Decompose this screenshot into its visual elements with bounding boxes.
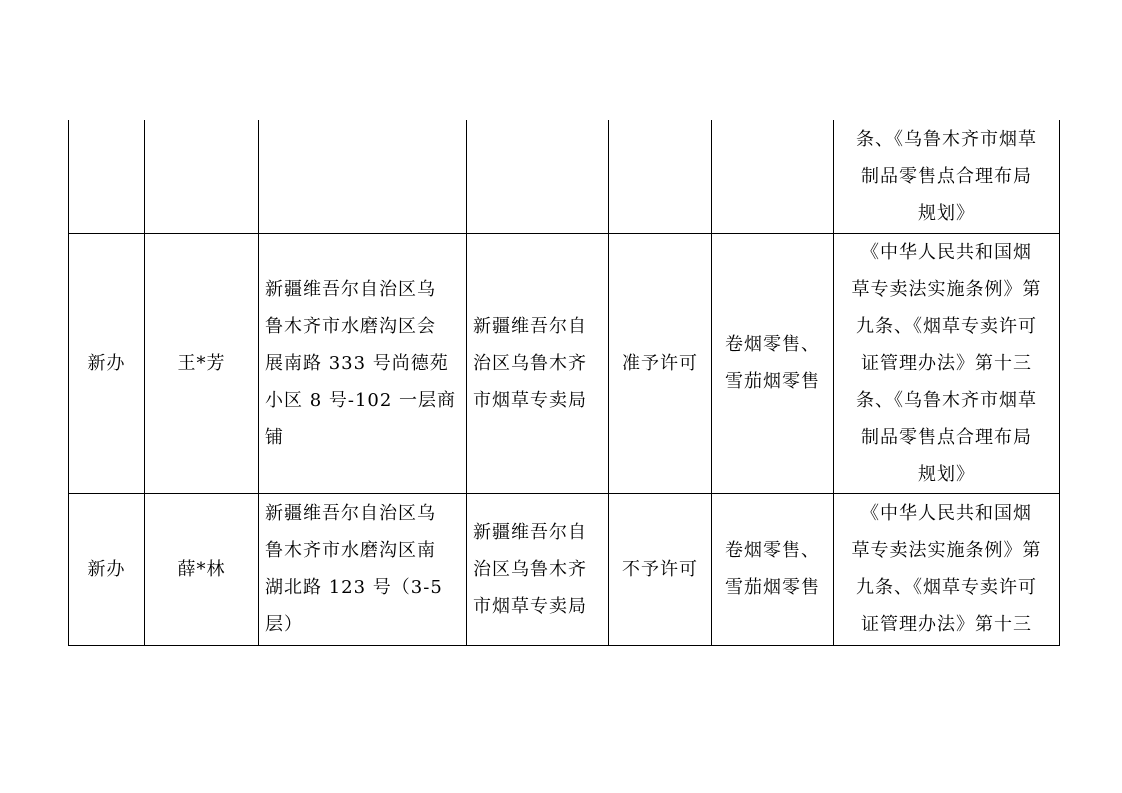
basis-line: 九条、《烟草专卖许可 (856, 315, 1037, 337)
table-row (69, 233, 1060, 493)
address-line: 湖北路 123 号（3-5 (265, 577, 443, 598)
cell-address (259, 493, 467, 645)
organ-line: 治区乌鲁木齐 (473, 558, 587, 580)
basis-line: 规划》 (918, 202, 975, 224)
address-line: 层） (265, 614, 303, 635)
basis-line: 草专卖法实施条例》第 (851, 540, 1042, 561)
cell-basis (834, 120, 1060, 233)
basis-line: 条、《乌鲁木齐市烟草 (856, 389, 1037, 411)
basis-line: 《中华人民共和国烟 (861, 241, 1032, 263)
cell-name: 薛*林 (145, 493, 259, 645)
basis-line: 九条、《烟草专卖许可 (856, 577, 1037, 598)
address-line: 新疆维吾尔自治区乌 (265, 278, 436, 300)
organ-line: 新疆维吾尔自 (473, 521, 587, 543)
basis-line: 制品零售点合理布局 (861, 426, 1032, 448)
scope-line: 卷烟零售、 (725, 334, 820, 355)
basis-line: 草专卖法实施条例》第 (851, 278, 1042, 300)
cell-organ (467, 493, 609, 645)
cell-scope (712, 233, 834, 493)
cell-address (259, 120, 467, 233)
address-line: 新疆维吾尔自治区乌 (265, 503, 436, 524)
cell-result (609, 120, 712, 233)
address-line: 铺 (265, 426, 284, 448)
organ-line: 市烟草专卖局 (473, 595, 587, 617)
cell-result: 不予许可 (609, 493, 712, 645)
basis-line: 证管理办法》第十三 (861, 614, 1032, 635)
cell-address (259, 233, 467, 493)
cell-basis (834, 493, 1060, 645)
organ-line: 市烟草专卖局 (473, 389, 587, 411)
cell-type: 新办 (69, 233, 145, 493)
basis-line: 证管理办法》第十三 (861, 352, 1032, 374)
basis-line: 条、《乌鲁木齐市烟草 (856, 128, 1037, 150)
cell-name: 王*芳 (145, 233, 259, 493)
cell-type (69, 120, 145, 233)
license-table (68, 120, 1060, 646)
organ-line: 新疆维吾尔自 (473, 315, 587, 337)
cell-name (145, 120, 259, 233)
address-line: 小区 8 号-102 一层商 (265, 389, 457, 411)
table-row (69, 120, 1060, 233)
basis-line: 制品零售点合理布局 (861, 165, 1032, 187)
cell-result: 准予许可 (609, 233, 712, 493)
basis-line: 《中华人民共和国烟 (861, 503, 1032, 524)
address-line: 展南路 333 号尚德苑 (265, 352, 449, 374)
address-line: 鲁木齐市水磨沟区南 (265, 540, 436, 561)
cell-type: 新办 (69, 493, 145, 645)
cell-organ (467, 120, 609, 233)
scope-line: 卷烟零售、 (725, 540, 820, 561)
organ-line: 治区乌鲁木齐 (473, 352, 587, 374)
cell-basis (834, 233, 1060, 493)
basis-line: 规划》 (918, 463, 975, 485)
scope-line: 雪茄烟零售 (725, 371, 820, 392)
cell-organ (467, 233, 609, 493)
cell-scope (712, 493, 834, 645)
address-line: 鲁木齐市水磨沟区会 (265, 315, 436, 337)
cell-scope (712, 120, 834, 233)
table-row (69, 493, 1060, 645)
scope-line: 雪茄烟零售 (725, 577, 820, 598)
